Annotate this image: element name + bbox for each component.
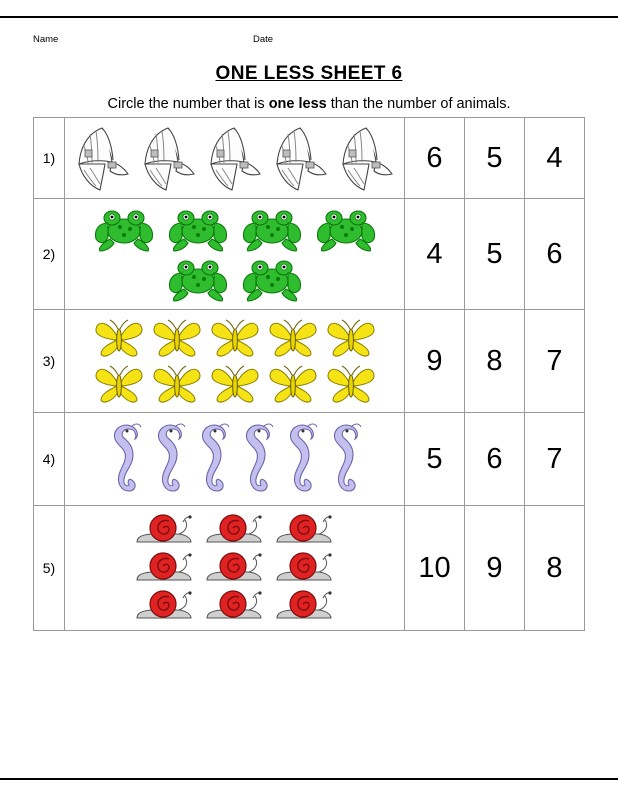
option-button[interactable]: 4	[525, 118, 585, 199]
seahorse-icon	[325, 419, 365, 499]
table-row	[34, 118, 585, 199]
row-number: 1)	[34, 118, 65, 199]
snail-icon	[133, 512, 197, 548]
animal-picture-cell-seahorse	[65, 413, 405, 506]
butterfly-icon	[267, 362, 319, 406]
animal-subrow	[133, 550, 337, 586]
option-button[interactable]: 7	[525, 413, 585, 506]
option-button[interactable]: 6	[405, 118, 465, 199]
angelfish-icon	[72, 124, 134, 192]
snail-icon	[133, 550, 197, 586]
name-date-line	[0, 34, 618, 50]
option-button[interactable]: 7	[525, 310, 585, 413]
animal-group-frog	[65, 199, 404, 309]
animal-subrow	[93, 316, 377, 360]
frog-icon	[312, 205, 380, 253]
butterfly-icon	[93, 316, 145, 360]
page-title	[0, 63, 618, 85]
option-button[interactable]: 10	[405, 506, 465, 631]
option-button[interactable]: 8	[525, 506, 585, 631]
butterfly-icon	[209, 316, 261, 360]
butterfly-icon	[267, 316, 319, 360]
top-divider	[0, 16, 618, 18]
butterfly-icon	[325, 362, 377, 406]
snail-icon	[203, 550, 267, 586]
angelfish-icon	[336, 124, 398, 192]
animal-picture-cell-snail	[65, 506, 405, 631]
snail-icon	[273, 588, 337, 624]
butterfly-icon	[325, 316, 377, 360]
angelfish-icon	[138, 124, 200, 192]
butterfly-icon	[93, 362, 145, 406]
table-row	[34, 199, 585, 310]
frog-icon	[238, 255, 306, 303]
bottom-divider	[0, 778, 618, 780]
option-button[interactable]: 5	[465, 199, 525, 310]
animal-subrow	[164, 255, 306, 303]
instruction-text	[0, 96, 618, 112]
animal-picture-cell-fish	[65, 118, 405, 199]
animal-picture-cell-frog	[65, 199, 405, 310]
butterfly-icon	[151, 362, 203, 406]
seahorse-icon	[237, 419, 277, 499]
angelfish-icon	[270, 124, 332, 192]
butterfly-icon	[209, 362, 261, 406]
animal-subrow	[133, 588, 337, 624]
option-button[interactable]: 5	[405, 413, 465, 506]
animal-subrow	[90, 205, 380, 253]
butterfly-icon	[151, 316, 203, 360]
snail-icon	[203, 512, 267, 548]
option-button[interactable]: 9	[405, 310, 465, 413]
table-row	[34, 506, 585, 631]
frog-icon	[164, 205, 232, 253]
instruction-bold: one less	[268, 96, 327, 112]
angelfish-icon	[204, 124, 266, 192]
animal-group-butterfly	[65, 310, 404, 412]
frog-icon	[90, 205, 158, 253]
row-number: 3)	[34, 310, 65, 413]
seahorse-icon	[281, 419, 321, 499]
animal-subrow	[133, 512, 337, 548]
name-label: Name	[33, 34, 59, 45]
questions-table	[33, 117, 585, 631]
date-label: Date	[253, 34, 274, 45]
snail-icon	[273, 512, 337, 548]
seahorse-icon	[105, 419, 145, 499]
animal-group-fish	[65, 118, 404, 198]
page-title-text: ONE LESS SHEET 6	[215, 63, 403, 84]
snail-icon	[203, 588, 267, 624]
snail-icon	[273, 550, 337, 586]
instruction-before: Circle the number that is	[107, 96, 269, 112]
seahorse-icon	[149, 419, 189, 499]
row-number: 4)	[34, 413, 65, 506]
row-number: 5)	[34, 506, 65, 631]
frog-icon	[164, 255, 232, 303]
row-number: 2)	[34, 199, 65, 310]
animal-subrow	[93, 362, 377, 406]
seahorse-icon	[193, 419, 233, 499]
animal-group-seahorse	[65, 413, 404, 505]
option-button[interactable]: 9	[465, 506, 525, 631]
option-button[interactable]: 6	[525, 199, 585, 310]
table-row	[34, 310, 585, 413]
table-row	[34, 413, 585, 506]
instruction-after: than the number of animals.	[326, 96, 511, 112]
option-button[interactable]: 4	[405, 199, 465, 310]
animal-picture-cell-butterfly	[65, 310, 405, 413]
animal-group-snail	[65, 506, 404, 630]
option-button[interactable]: 5	[465, 118, 525, 199]
frog-icon	[238, 205, 306, 253]
option-button[interactable]: 6	[465, 413, 525, 506]
snail-icon	[133, 588, 197, 624]
option-button[interactable]: 8	[465, 310, 525, 413]
